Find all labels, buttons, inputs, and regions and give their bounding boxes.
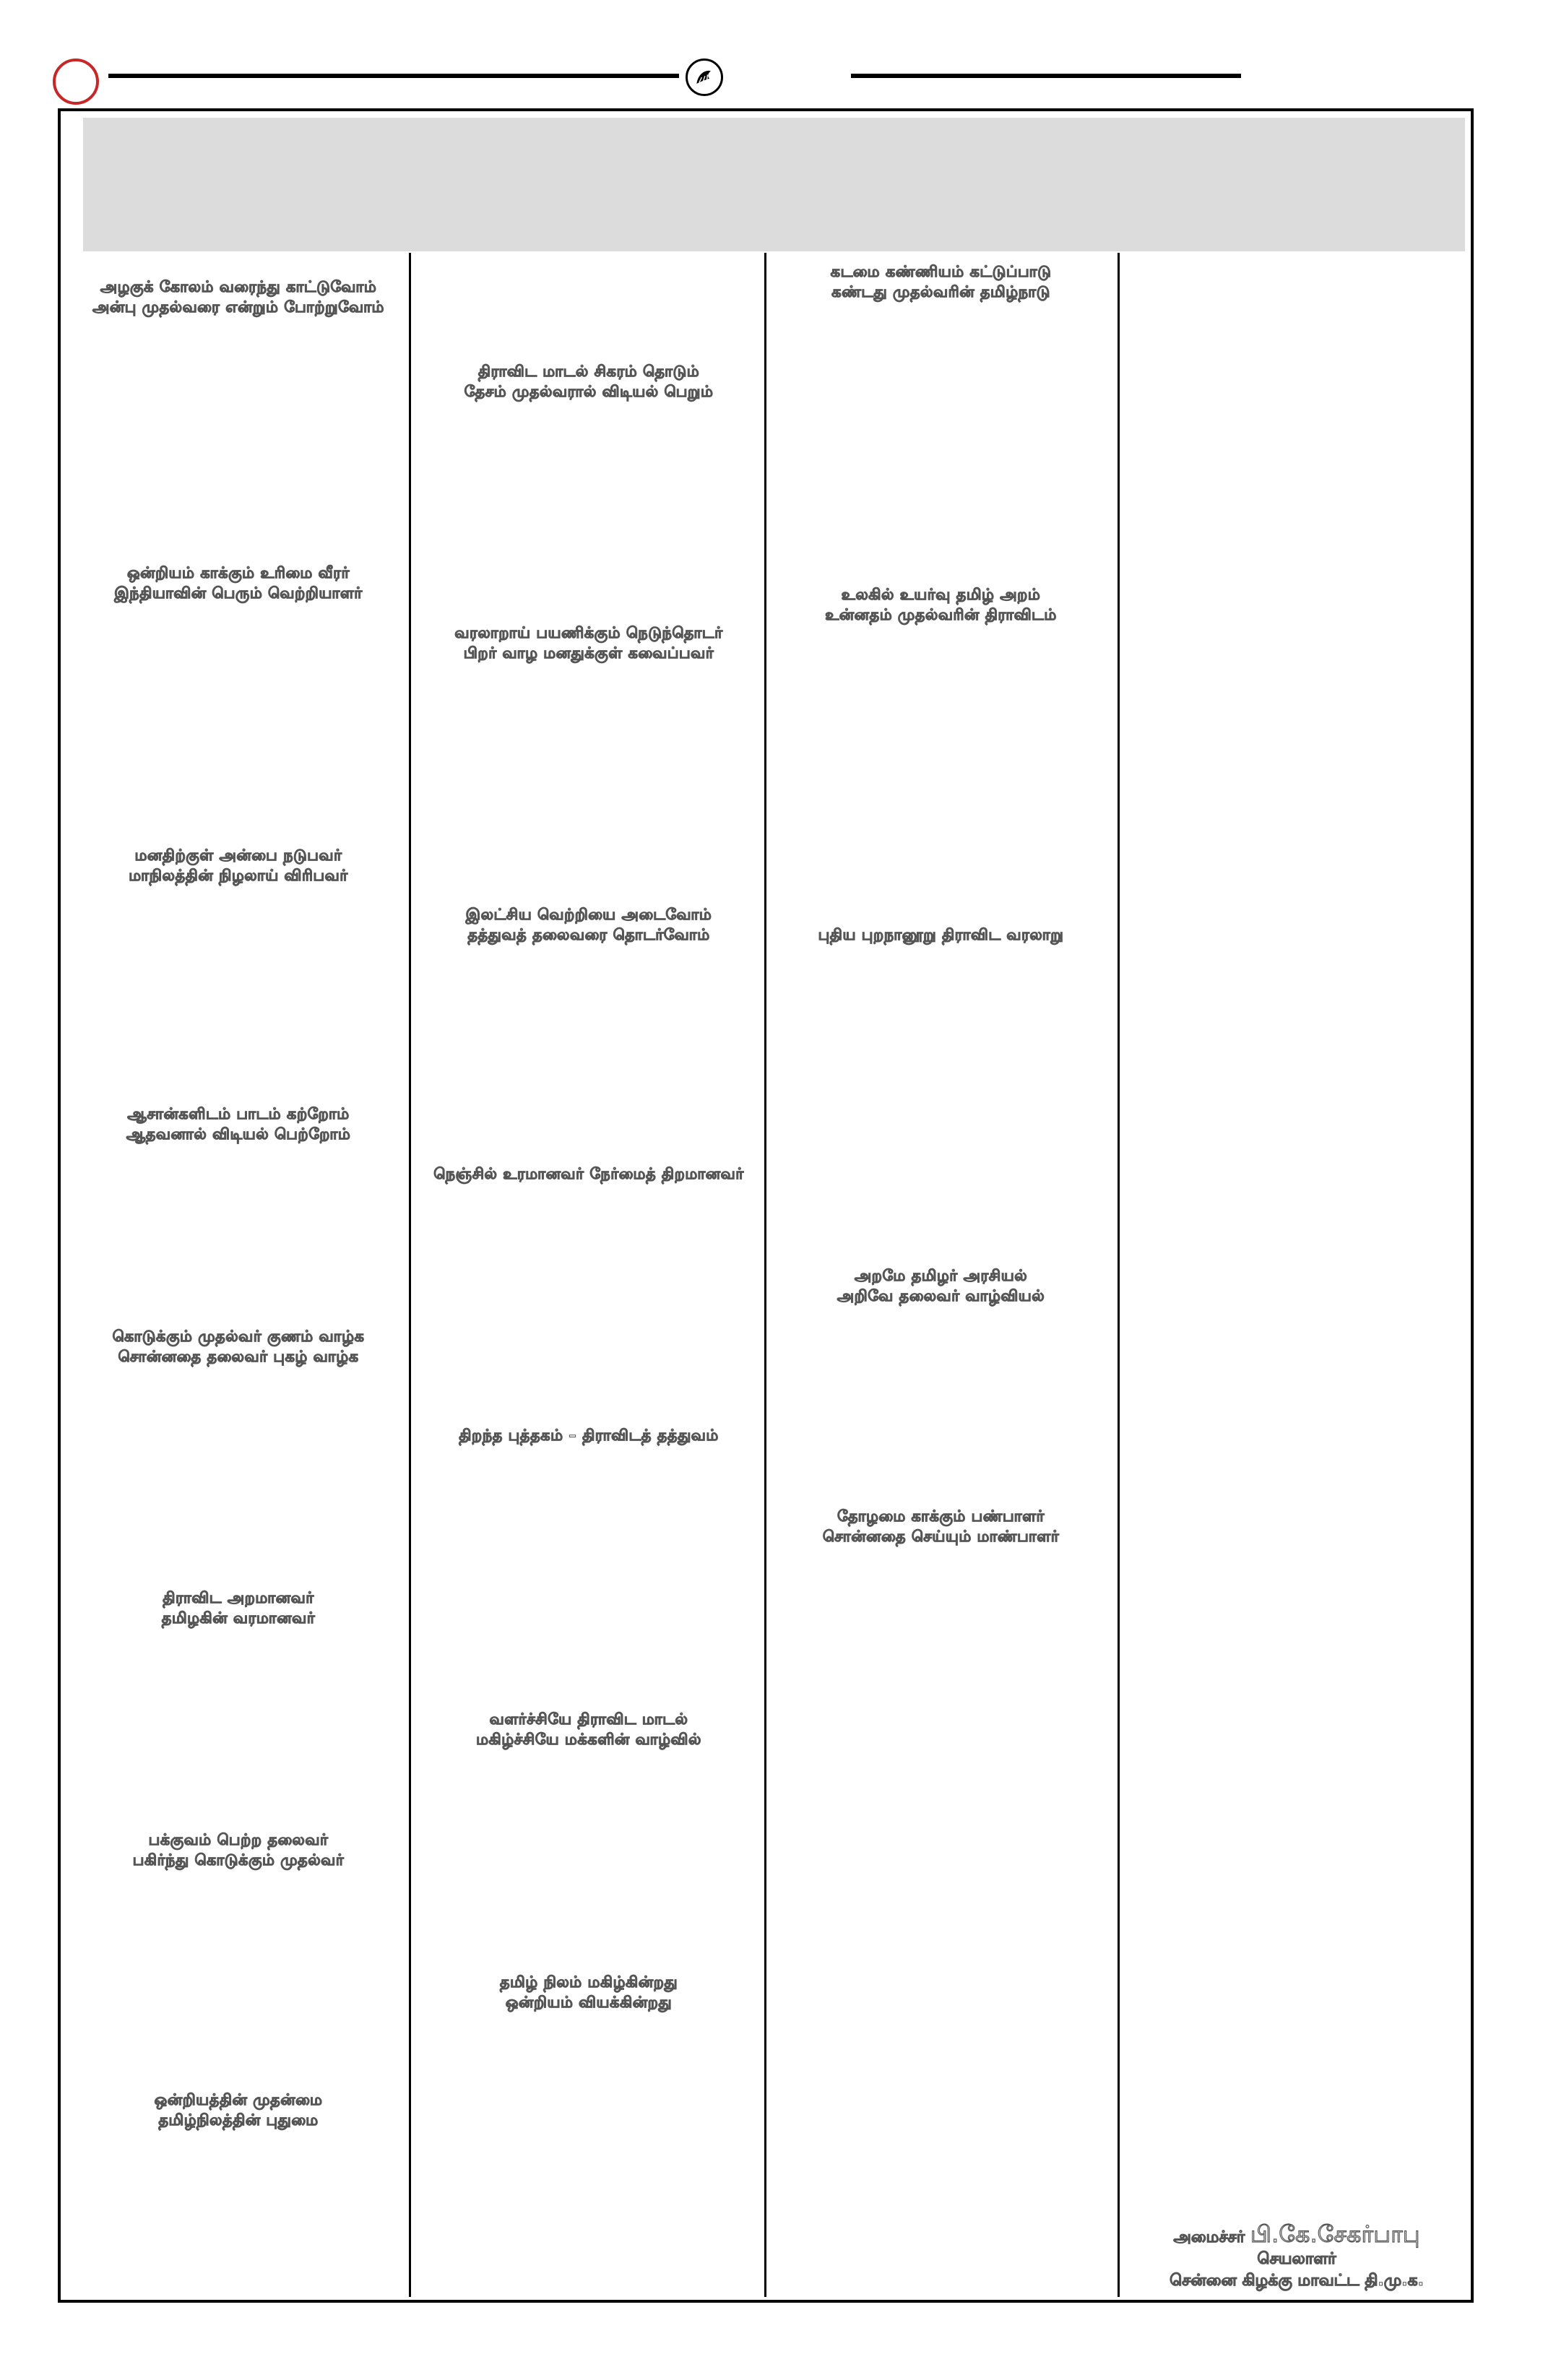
slogan-line: உலகில் உயர்வு தமிழ் அறம்	[841, 586, 1041, 603]
slogan-block	[419, 1425, 758, 1445]
signature-role: செயலாளர்	[1257, 2250, 1336, 2268]
slogan-line: அன்பு முதல்வரை என்றும் போற்றுவோம்	[92, 298, 384, 316]
rising-sun-party-emblem-icon	[686, 59, 723, 96]
slogan-block	[79, 2090, 397, 2130]
slogan-line: இலட்சிய வெற்றியை அடைவோம்	[465, 906, 712, 923]
slogan-block	[773, 925, 1109, 945]
slogan-block	[79, 563, 397, 603]
slogan-line: அறமே தமிழர் அரசியல்	[854, 1267, 1028, 1284]
slogan-block	[773, 261, 1109, 302]
slogan-block	[79, 1588, 397, 1628]
slogan-block	[79, 845, 397, 886]
slogan-line: பிறர் வாழ மனதுக்குள் கவைப்பவர்	[463, 644, 714, 662]
banner-panel	[83, 118, 1465, 251]
red-circle-icon	[53, 59, 99, 105]
slogan-line: திராவிட மாடல் சிகரம் தொடும்	[477, 363, 700, 380]
slogan-line: ஆதவனால் விடியல் பெற்றோம்	[126, 1125, 351, 1143]
slogan-line: ஆசான்களிடம் பாடம் கற்றோம்	[127, 1105, 350, 1122]
slogan-block	[419, 904, 758, 945]
slogan-block	[79, 1830, 397, 1870]
column-divider	[1118, 253, 1120, 2297]
slogan-line: வளர்ச்சியே திராவிட மாடல்	[489, 1710, 688, 1728]
signature-name-line	[1123, 2220, 1470, 2249]
slogan-line: அழகுக் கோலம் வரைந்து காட்டுவோம்	[100, 278, 377, 295]
slogan-block	[419, 361, 758, 402]
slogan-line: ஒன்றியத்தின் முதன்மை	[154, 2091, 323, 2108]
slogan-block	[419, 1972, 758, 2012]
slogan-block	[419, 623, 758, 663]
slogan-line: ஒன்றியம் வியக்கின்றது	[505, 1994, 673, 2011]
slogan-line: தமிழகின் வரமானவர்	[161, 1609, 316, 1627]
slogan-line: இந்தியாவின் பெரும் வெற்றியாளர்	[114, 584, 363, 602]
slogan-block	[79, 1326, 397, 1367]
slogan-block	[79, 277, 397, 317]
slogan-line: புதிய புறநானூறு திராவிட வரலாறு	[818, 926, 1064, 943]
slogan-line: சொன்னதை செய்யும் மாண்பாளர்	[822, 1528, 1060, 1545]
slogan-block	[419, 1709, 758, 1749]
signature-prefix: அமைச்சர்	[1173, 2228, 1245, 2246]
slogan-line: கொடுக்கும் முதல்வர் குணம் வாழ்க	[112, 1328, 365, 1345]
slogan-line: கடமை கண்ணியம் கட்டுப்பாடு	[830, 263, 1052, 280]
header-rule-right	[851, 74, 1241, 78]
slogan-line: தமிழ்நிலத்தின் புதுமை	[158, 2111, 319, 2129]
slogan-line: திராவிட அறமானவர்	[163, 1589, 314, 1606]
slogan-line: தத்துவத் தலைவரை தொடர்வோம்	[467, 926, 710, 943]
slogan-line: பகிர்ந்து கொடுக்கும் முதல்வர்	[132, 1851, 345, 1869]
slogan-block	[773, 1506, 1109, 1546]
slogan-line: ஒன்றியம் காக்கும் உரிமை வீரர்	[127, 564, 350, 581]
slogan-line: கண்டது முதல்வரின் தமிழ்நாடு	[831, 283, 1050, 300]
slogan-line: மாநிலத்தின் நிழலாய் விரிபவர்	[129, 867, 348, 884]
signature-block	[1123, 2220, 1470, 2292]
slogan-line: உன்னதம் முதல்வரின் திராவிடம்	[825, 606, 1057, 623]
slogan-line: நெஞ்சில் உரமானவர் நேர்மைத் திறமானவர்	[433, 1165, 744, 1182]
slogan-line: தமிழ் நிலம் மகிழ்கின்றது	[499, 1973, 678, 1991]
column-divider	[409, 253, 411, 2297]
slogan-line: மகிழ்ச்சியே மக்களின் வாழ்வில்	[476, 1731, 701, 1748]
slogan-line: வரலாறாய் பயணிக்கும் நெடுந்தொடர்	[454, 624, 723, 641]
column-divider	[764, 253, 766, 2297]
slogan-line: திறந்த புத்தகம் – திராவிடத் தத்துவம்	[459, 1427, 719, 1444]
slogan-line: தேசம் முதல்வரால் விடியல் பெறும்	[464, 383, 714, 400]
slogan-block	[773, 584, 1109, 625]
header-rule-left	[108, 74, 679, 78]
slogan-line: மனதிற்குள் அன்பை நடுபவர்	[134, 847, 342, 864]
slogan-line: அறிவே தலைவர் வாழ்வியல்	[837, 1287, 1045, 1304]
signature-name: பி.கே.சேகர்பாபு	[1250, 2220, 1420, 2248]
signature-org: சென்னை கிழக்கு மாவட்ட தி.மு.க.	[1170, 2272, 1424, 2290]
slogan-block	[79, 1104, 397, 1144]
slogan-line: தோழமை காக்கும் பண்பாளர்	[837, 1507, 1045, 1525]
slogan-line: பக்குவம் பெற்ற தலைவர்	[148, 1831, 329, 1848]
slogan-block	[419, 1164, 758, 1184]
slogan-line: சொன்னதை தலைவர் புகழ் வாழ்க	[118, 1348, 359, 1365]
slogan-block	[773, 1265, 1109, 1306]
